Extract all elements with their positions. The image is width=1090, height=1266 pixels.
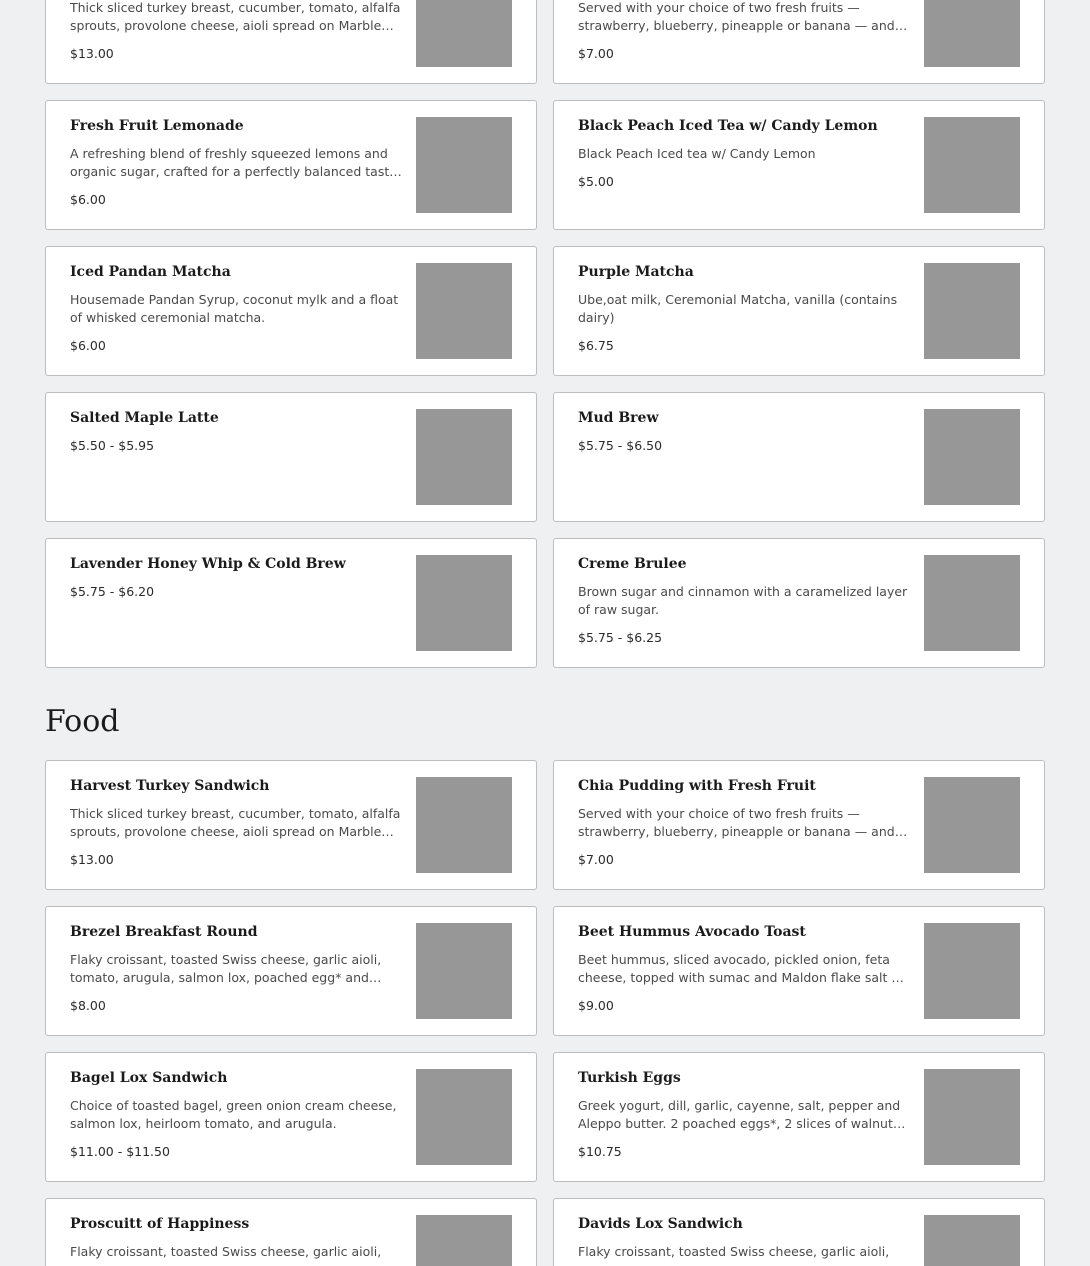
menu-item-description: Served with your choice of two fresh fruits — strawberry, blueberry, pineapple or banana — and xyxy=(578,0,895,33)
menu-item-image xyxy=(416,263,512,359)
menu-item-price: $13.00 xyxy=(70,46,114,61)
menu-item-card[interactable] xyxy=(553,906,1045,1036)
menu-item-image xyxy=(416,555,512,651)
menu-item-text xyxy=(70,117,402,209)
menu-item-image xyxy=(924,777,1020,873)
menu-item-card[interactable] xyxy=(553,538,1045,668)
menu-item-image xyxy=(924,1215,1020,1266)
menu-item-text xyxy=(70,777,402,869)
menu-item-description: Flaky croissant, toasted Swiss cheese, garlic aioli, xyxy=(578,1244,890,1259)
menu-item-text xyxy=(70,923,402,1015)
menu-item-name: Beet Hummus Avocado Toast xyxy=(578,924,806,940)
menu-item-name: Chia Pudding with Fresh Fruit xyxy=(578,778,816,794)
section-heading-food: Food xyxy=(45,704,120,739)
menu-item-image xyxy=(924,555,1020,651)
menu-item-image xyxy=(416,923,512,1019)
menu-item-image xyxy=(416,1215,512,1266)
menu-item-price: $5.50 - $5.95 xyxy=(70,438,155,453)
menu-item-card[interactable] xyxy=(553,1198,1045,1266)
menu-item-card[interactable] xyxy=(45,906,537,1036)
menu-item-description: Beet hummus, sliced avocado, pickled onion, feta cheese, topped with sumac and Maldon flake salt on xyxy=(578,952,907,985)
menu-item-description: Flaky croissant, toasted Swiss cheese, garlic aioli, tomato, arugula, salmon lox, poached egg* and xyxy=(70,952,382,985)
menu-item-text xyxy=(578,923,910,1015)
menu-item-price: $8.00 xyxy=(70,998,106,1013)
menu-item-name: Black Peach Iced Tea w/ Candy Lemon xyxy=(578,118,878,134)
menu-item-description: Thick sliced turkey breast, cucumber, tomato, alfalfa sprouts, provolone cheese, aioli spread on Marble xyxy=(70,806,401,839)
menu-item-name: Proscuitt of Happiness xyxy=(70,1216,250,1232)
menu-item-text xyxy=(70,263,402,355)
menu-item-image xyxy=(416,409,512,505)
menu-page xyxy=(45,0,1045,1266)
menu-item-name: Turkish Eggs xyxy=(578,1070,681,1086)
menu-item-image xyxy=(924,1069,1020,1165)
menu-item-name: Creme Brulee xyxy=(578,556,687,572)
menu-item-image xyxy=(924,923,1020,1019)
menu-item-text xyxy=(578,117,910,191)
menu-item-description: Served with your choice of two fresh fruits — strawberry, blueberry, pineapple or banana — and xyxy=(578,806,895,839)
menu-item-name: Mud Brew xyxy=(578,410,659,426)
drinks-grid xyxy=(45,0,1045,668)
menu-item-price: $5.00 xyxy=(578,174,614,189)
menu-item-price: $7.00 xyxy=(578,46,614,61)
menu-item-card[interactable] xyxy=(45,0,537,84)
menu-item-card[interactable] xyxy=(45,538,537,668)
menu-item-description: Black Peach Iced tea w/ Candy Lemon xyxy=(578,146,816,161)
menu-item-text xyxy=(70,0,402,63)
menu-item-text xyxy=(578,409,910,455)
menu-item-description: Thick sliced turkey breast, cucumber, tomato, alfalfa sprouts, provolone cheese, aioli spread on Marble xyxy=(70,0,401,33)
menu-item-image xyxy=(416,0,512,67)
menu-item-card[interactable] xyxy=(45,100,537,230)
food-grid xyxy=(45,760,1045,1266)
menu-item-price: $13.00 xyxy=(70,852,114,867)
menu-item-price: $5.75 - $6.20 xyxy=(70,584,155,599)
menu-item-price: $6.00 xyxy=(70,338,106,353)
menu-item-price: $6.00 xyxy=(70,192,106,207)
menu-item-price: $7.00 xyxy=(578,852,614,867)
menu-item-name: Bagel Lox Sandwich xyxy=(70,1070,228,1086)
menu-item-card[interactable] xyxy=(45,1052,537,1182)
menu-item-card[interactable] xyxy=(553,100,1045,230)
menu-item-image xyxy=(924,263,1020,359)
menu-item-text xyxy=(70,1069,402,1161)
menu-item-card[interactable] xyxy=(553,0,1045,84)
menu-item-price: $5.75 - $6.25 xyxy=(578,630,663,645)
menu-item-price: $11.00 - $11.50 xyxy=(70,1144,170,1159)
menu-item-price: $9.00 xyxy=(578,998,614,1013)
menu-item-text xyxy=(578,0,910,63)
menu-item-card[interactable] xyxy=(45,246,537,376)
menu-item-name: Purple Matcha xyxy=(578,264,694,280)
menu-item-name: Brezel Breakfast Round xyxy=(70,924,258,940)
menu-item-name: Iced Pandan Matcha xyxy=(70,264,231,280)
menu-item-text xyxy=(70,555,402,601)
menu-item-card[interactable] xyxy=(553,760,1045,890)
menu-item-description: Choice of toasted bagel, green onion cream cheese, salmon lox, heirloom tomato, and arugula. xyxy=(70,1098,397,1131)
menu-item-price: $6.75 xyxy=(578,338,614,353)
menu-item-text xyxy=(578,777,910,869)
menu-item-card[interactable] xyxy=(553,392,1045,522)
menu-item-text xyxy=(578,1069,910,1161)
menu-item-description: Brown sugar and cinnamon with a caramelized layer of raw sugar. xyxy=(578,584,908,617)
menu-item-name: Fresh Fruit Lemonade xyxy=(70,118,244,134)
menu-item-price: $10.75 xyxy=(578,1144,622,1159)
menu-item-card[interactable] xyxy=(45,1198,537,1266)
menu-item-image xyxy=(416,1069,512,1165)
menu-item-description: Housemade Pandan Syrup, coconut mylk and a float of whisked ceremonial matcha. xyxy=(70,292,399,325)
menu-item-text xyxy=(578,555,910,647)
menu-item-card[interactable] xyxy=(45,760,537,890)
menu-item-price: $5.75 - $6.50 xyxy=(578,438,663,453)
menu-item-card[interactable] xyxy=(553,246,1045,376)
menu-item-description: A refreshing blend of freshly squeezed lemons and organic sugar, crafted for a perfectly balanced taste xyxy=(70,146,397,179)
menu-item-card[interactable] xyxy=(45,392,537,522)
menu-item-description: Flaky croissant, toasted Swiss cheese, garlic aioli, xyxy=(70,1244,382,1259)
menu-item-name: Harvest Turkey Sandwich xyxy=(70,778,270,794)
menu-item-image xyxy=(416,777,512,873)
menu-item-text xyxy=(578,263,910,355)
menu-item-description: Ube,oat milk, Ceremonial Matcha, vanilla (contains dairy) xyxy=(578,292,898,325)
menu-item-name: Davids Lox Sandwich xyxy=(578,1216,743,1232)
menu-item-image xyxy=(924,0,1020,67)
menu-item-image xyxy=(924,409,1020,505)
menu-item-description: Greek yogurt, dill, garlic, cayenne, salt, pepper and Aleppo butter. 2 poached eggs*, 2 slices of walnut xyxy=(578,1098,901,1131)
menu-item-name: Salted Maple Latte xyxy=(70,410,219,426)
menu-item-name: Lavender Honey Whip & Cold Brew xyxy=(70,556,346,572)
menu-item-image xyxy=(924,117,1020,213)
menu-item-text xyxy=(70,409,402,455)
menu-item-image xyxy=(416,117,512,213)
menu-item-text xyxy=(578,1215,910,1266)
menu-item-card[interactable] xyxy=(553,1052,1045,1182)
menu-item-text xyxy=(70,1215,402,1266)
